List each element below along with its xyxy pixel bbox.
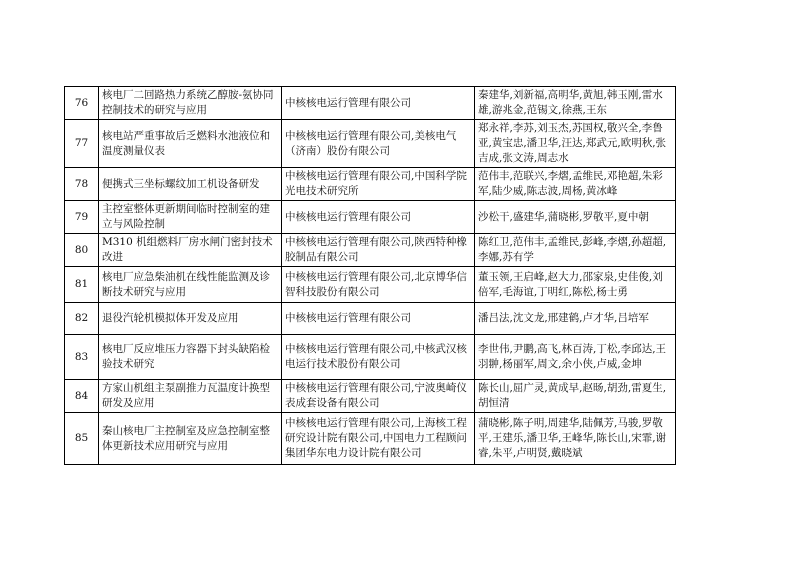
project-name: 便携式三坐标螺纹加工机设备研发 xyxy=(99,168,282,201)
table-row xyxy=(65,267,676,303)
table-row xyxy=(65,413,676,465)
row-number: 80 xyxy=(65,234,99,267)
participants: 陈红卫,范伟丰,孟维民,彭峰,李熠,孙超超,李娜,苏有学 xyxy=(475,234,676,267)
organization: 中核核电运行管理有限公司,陕西特种橡胶制品有限公司 xyxy=(282,234,475,267)
participants: 潘吕法,沈文龙,邢建鹤,卢才华,吕培军 xyxy=(475,303,676,335)
row-number: 84 xyxy=(65,380,99,413)
table-row xyxy=(65,120,676,168)
award-table xyxy=(64,86,676,465)
project-name: 秦山核电厂主控制室及应急控制室整体更新技术应用研究与应用 xyxy=(99,413,282,465)
organization: 中核核电运行管理有限公司 xyxy=(282,201,475,234)
participants: 李世伟,尹鹏,高飞,林百涛,丁松,李邱达,王羽翀,杨丽军,周文,余小侠,卢威,金坤 xyxy=(475,335,676,380)
award-table-body xyxy=(65,87,676,465)
participants: 陈长山,屈广灵,黄成早,赵旸,胡劲,雷夏生,胡恒清 xyxy=(475,380,676,413)
organization: 中核核电运行管理有限公司,中核武汉核电运行技术股份有限公司 xyxy=(282,335,475,380)
table-row xyxy=(65,87,676,120)
row-number: 85 xyxy=(65,413,99,465)
row-number: 77 xyxy=(65,120,99,168)
row-number: 79 xyxy=(65,201,99,234)
row-number: 82 xyxy=(65,303,99,335)
row-number: 76 xyxy=(65,87,99,120)
row-number: 78 xyxy=(65,168,99,201)
row-number: 83 xyxy=(65,335,99,380)
table-row xyxy=(65,201,676,234)
table-row xyxy=(65,380,676,413)
organization: 中核核电运行管理有限公司 xyxy=(282,87,475,120)
row-number: 81 xyxy=(65,267,99,303)
participants: 范伟丰,范联兴,李熠,孟维民,邓艳超,朱彩军,陆少威,陈志波,周杨,黄冰峰 xyxy=(475,168,676,201)
participants: 蒲晓彬,陈子明,周建华,陆佩芳,马骏,罗敬平,王建乐,潘卫华,王峰华,陈长山,宋霏,谢睿,朱平,卢明贤,戴晓斌 xyxy=(475,413,676,465)
organization: 中核核电运行管理有限公司,中国科学院光电技术研究所 xyxy=(282,168,475,201)
participants: 秦建华,刘新福,高明华,黄旭,韩玉刚,雷水雄,游兆金,范锡文,徐燕,王东 xyxy=(475,87,676,120)
participants: 郑永祥,李苏,刘玉杰,苏国权,敬兴全,李鲁亚,黄宝忠,潘卫华,汪达,郑武元,欧明秋,张吉成,张文涛,周志水 xyxy=(475,120,676,168)
project-name: 核电厂二回路热力系统乙醇胺-氨协同控制技术的研究与应用 xyxy=(99,87,282,120)
project-name: 退役汽轮机模拟体开发及应用 xyxy=(99,303,282,335)
organization: 中核核电运行管理有限公司 xyxy=(282,303,475,335)
project-name: 核电厂反应堆压力容器下封头缺陷检验技术研究 xyxy=(99,335,282,380)
table-row xyxy=(65,303,676,335)
project-name: M310 机组燃料厂房水闸门密封技术改进 xyxy=(99,234,282,267)
organization: 中核核电运行管理有限公司,美核电气（济南）股份有限公司 xyxy=(282,120,475,168)
organization: 中核核电运行管理有限公司,宁波奥崎仪表成套设备有限公司 xyxy=(282,380,475,413)
organization: 中核核电运行管理有限公司,上海核工程研究设计院有限公司,中国电力工程顾问集团华东电力设计院有限公司 xyxy=(282,413,475,465)
project-name: 主控室整体更新期间临时控制室的建立与风险控制 xyxy=(99,201,282,234)
participants: 沙松干,盛建华,蒲晓彬,罗敬平,夏中朝 xyxy=(475,201,676,234)
project-name: 核电厂应急柴油机在线性能监测及诊断技术研究与应用 xyxy=(99,267,282,303)
table-row xyxy=(65,168,676,201)
participants: 董玉领,王启峰,赵大力,邵家泉,史佳俊,刘倍军,毛海谊,丁明红,陈松,杨士勇 xyxy=(475,267,676,303)
project-name: 方家山机组主泵副推力瓦温度计换型研发及应用 xyxy=(99,380,282,413)
table-row xyxy=(65,234,676,267)
project-name: 核电站严重事故后乏燃料水池液位和温度测量仪表 xyxy=(99,120,282,168)
organization: 中核核电运行管理有限公司,北京博华信智科技股份有限公司 xyxy=(282,267,475,303)
table-row xyxy=(65,335,676,380)
